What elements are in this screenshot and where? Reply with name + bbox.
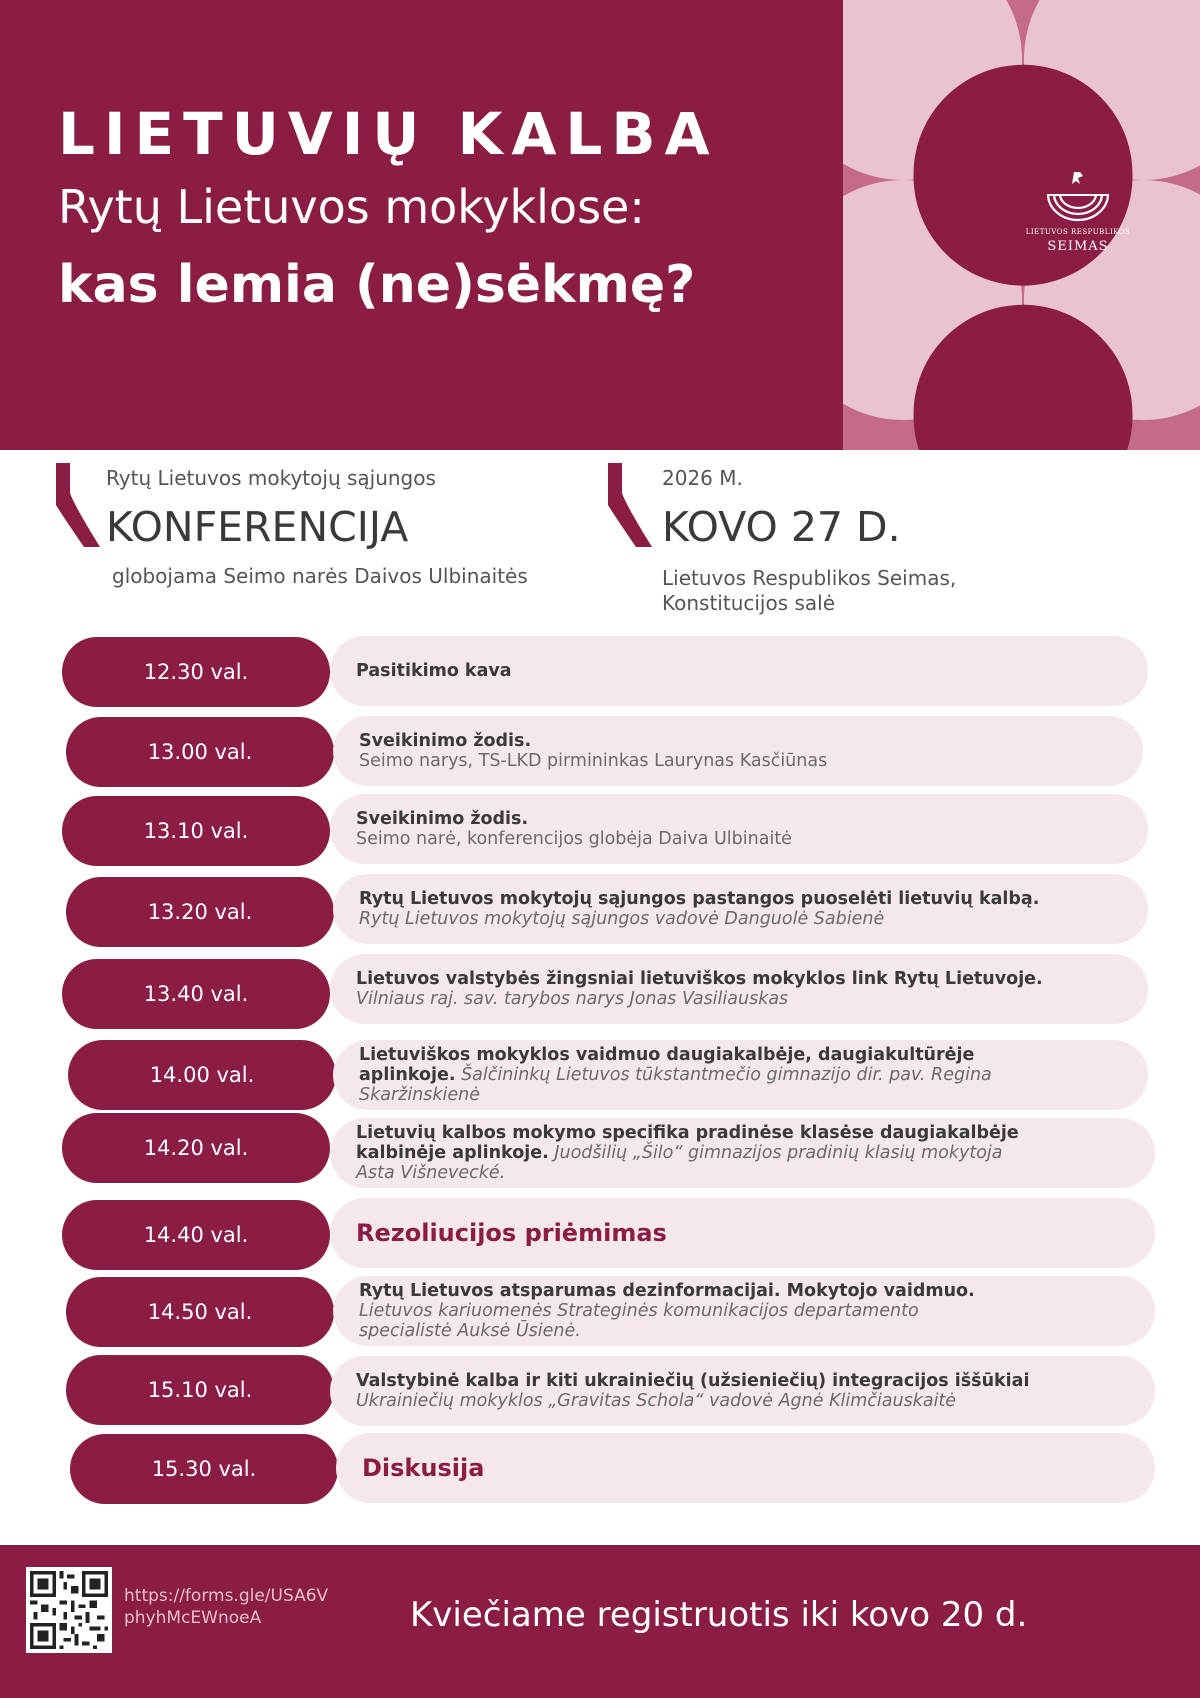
time-pill: 13.10 val. — [62, 796, 330, 866]
time-pill: 13.40 val. — [62, 959, 330, 1029]
seimas-logo — [1018, 166, 1138, 266]
agenda-speaker: Rytų Lietuvos mokytojų sąjungos vadovė Danguolė Sabienė — [359, 909, 885, 929]
agenda-speaker: Juodšilių „Šilo“ gimnazijos pradinių klasių mokytoja — [554, 1143, 1003, 1163]
event-title: LIETUVIŲ KALBA — [58, 100, 719, 168]
registration-link-line2: phyhMcEWnoeA — [124, 1608, 262, 1628]
event-place-line2: Konstitucijos salė — [662, 591, 836, 615]
event-date: KOVO 27 D. — [662, 503, 901, 551]
bracket-mark-icon — [56, 463, 100, 547]
event-subtitle: Rytų Lietuvos mokyklose: — [58, 180, 645, 234]
agenda-title: Rezoliucijos priėmimas — [356, 1219, 667, 1247]
time-pill: 13.20 val. — [66, 877, 334, 947]
agenda-title: Lietuvos valstybės žingsniai lietuviškos mokyklos link Rytų Lietuvoje. — [356, 969, 1043, 989]
agenda-title: aplinkoje. — [359, 1065, 456, 1085]
footer-banner — [0, 1545, 1200, 1698]
header-banner — [0, 0, 1200, 450]
agenda-item — [333, 716, 1143, 786]
registration-link[interactable] — [124, 1585, 374, 1629]
agenda-item — [333, 874, 1148, 944]
agenda-item — [330, 1356, 1155, 1426]
conference-organizer: Rytų Lietuvos mokytojų sąjungos — [106, 466, 436, 490]
logo-caption-small: LIETUVOS RESPUBLIKOS — [1025, 228, 1131, 236]
time-pill: 12.30 val. — [62, 637, 330, 707]
time-pill: 14.00 val. — [68, 1040, 336, 1110]
registration-call-to-action: Kviečiame registruotis iki kovo 20 d. — [410, 1595, 1028, 1635]
logo-caption-big: SEIMAS — [1047, 239, 1109, 254]
time-pill: 15.30 val. — [70, 1434, 338, 1504]
agenda-item — [330, 1118, 1155, 1188]
seimas-emblem-icon — [1018, 166, 1138, 226]
agenda-speaker: Vilniaus raj. sav. tarybos narys Jonas Vasiliauskas — [356, 989, 789, 1009]
time-pill: 15.10 val. — [66, 1355, 334, 1425]
agenda-title: Rytų Lietuvos mokytojų sąjungos pastangos puoselėti lietuvių kalbą. — [359, 889, 1040, 909]
agenda-item — [336, 1433, 1155, 1503]
agenda-title: Lietuviškos mokyklos vaidmuo daugiakalbėje, daugiakultūrėje — [359, 1045, 975, 1065]
agenda-speaker: Šalčininkų Lietuvos tūkstantmečio gimnazijo dir. pav. Regina — [461, 1065, 992, 1085]
event-year: 2026 M. — [662, 466, 743, 490]
agenda-title: Valstybinė kalba ir kiti ukrainiečių (užsieniečių) integracijos iššūkiai — [356, 1371, 1030, 1391]
agenda-item — [330, 794, 1148, 864]
time-pill: 14.20 val. — [62, 1113, 330, 1183]
qr-code-icon — [30, 1571, 108, 1649]
conference-patron: globojama Seimo narės Daivos Ulbinaitės — [112, 564, 528, 588]
agenda-item — [330, 636, 1148, 706]
registration-link-line1: https://forms.gle/USA6V — [124, 1586, 329, 1606]
agenda-item — [333, 1276, 1155, 1346]
agenda-title: Sveikinimo žodis. — [359, 731, 532, 751]
event-question: kas lemia (ne)sėkmę? — [58, 255, 696, 315]
agenda-speaker: Ukrainiečių mokyklos „Gravitas Schola“ vadovė Agnė Klimčiauskaitė — [356, 1391, 957, 1411]
agenda-title: Sveikinimo žodis. — [356, 809, 529, 829]
agenda-speaker: Seimo narys, TS-LKD pirmininkas Laurynas Kasčiūnas — [359, 751, 828, 771]
agenda-item — [333, 1040, 1148, 1110]
agenda-speaker: Lietuvos kariuomenės Strateginės komunikacijos departamento — [359, 1301, 919, 1321]
agenda-title: Lietuvių kalbos mokymo specifika pradinėse klasėse daugiakalbėje — [356, 1123, 1019, 1143]
conference-type: KONFERENCIJA — [106, 503, 409, 551]
agenda-item — [330, 954, 1148, 1024]
time-pill: 14.40 val. — [62, 1200, 330, 1270]
agenda-item — [330, 1198, 1155, 1268]
agenda-speaker: Seimo narė, konferencijos globėja Daiva Ulbinaitė — [356, 829, 792, 849]
agenda-speaker: Asta Višnevecké. — [356, 1163, 506, 1183]
agenda-title: Pasitikimo kava — [356, 661, 512, 681]
bracket-mark-icon — [608, 463, 652, 547]
qr-code[interactable] — [26, 1567, 112, 1653]
time-pill: 13.00 val. — [66, 717, 334, 787]
agenda-title: kalbinėje aplinkoje. — [356, 1143, 549, 1163]
agenda-speaker: specialistė Auksė Ūsienė. — [359, 1321, 581, 1341]
agenda-speaker: Skaržinskienė — [359, 1085, 481, 1105]
agenda-title: Diskusija — [362, 1454, 485, 1482]
time-pill: 14.50 val. — [66, 1277, 334, 1347]
event-place-line1: Lietuvos Respublikos Seimas, — [662, 566, 957, 590]
agenda-title: Rytų Lietuvos atsparumas dezinformacijai. Mokytojo vaidmuo. — [359, 1281, 975, 1301]
